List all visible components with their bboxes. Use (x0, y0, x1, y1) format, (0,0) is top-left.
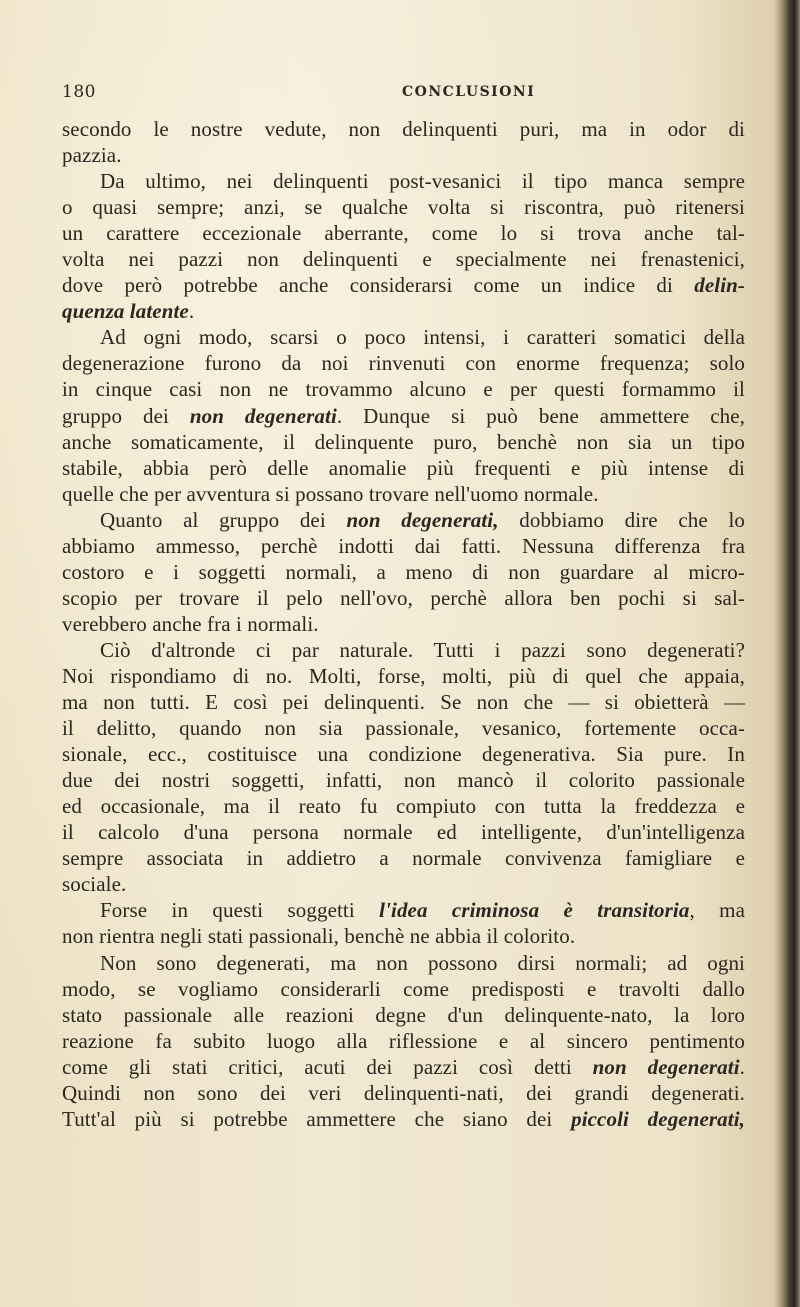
text-segment: in cinque casi non ne trovammo alcuno e per questi formammo il (62, 377, 745, 402)
text-line (62, 350, 745, 376)
text-line (62, 767, 745, 793)
text-segment: Forse in questi soggetti (100, 898, 380, 923)
text-line (62, 168, 745, 194)
italic-phrase: non degenerati (592, 1054, 740, 1079)
text-segment: . (739, 1054, 745, 1079)
text-line (62, 429, 745, 455)
text-segment: due dei nostri soggetti, infatti, non mancò il colorito passionale (62, 768, 745, 793)
text-segment: dobbiamo dire che lo (498, 507, 746, 532)
text-segment: pazzia. (62, 143, 122, 168)
text-segment: Quindi non sono dei veri delinquenti-nati, dei grandi degenerati. (62, 1080, 745, 1105)
text-line (62, 976, 745, 1002)
text-segment: sociale. (62, 872, 127, 897)
text-segment: volta nei pazzi non delinquenti e specialmente nei frenastenici, (62, 247, 745, 272)
text-line (62, 1028, 745, 1054)
text-line (62, 324, 745, 350)
text-segment: non rientra negli stati passionali, benchè ne abbia il colorito. (62, 924, 576, 949)
italic-phrase: non degenerati, (346, 507, 499, 532)
italic-phrase: quenza latente (62, 299, 189, 324)
text-segment: degenerazione furono da noi rinvenuti con enorme frequenza; solo (62, 351, 745, 376)
text-segment: Da ultimo, nei delinquenti post-vesanici il tipo manca sempre (100, 169, 745, 194)
page-binding-edge (774, 0, 800, 1307)
running-title: CONCLUSIONI (402, 84, 536, 100)
text-line (62, 1080, 745, 1106)
text-segment: quelle che per avventura si possano trovare nell'uomo normale. (62, 481, 599, 506)
text-line (62, 507, 745, 533)
italic-phrase: l'idea criminosa è transitoria (379, 898, 690, 923)
text-line (62, 298, 745, 324)
text-line (62, 637, 745, 663)
text-line (62, 220, 745, 246)
text-line (62, 376, 745, 402)
text-line (62, 897, 745, 923)
text-line (62, 1002, 745, 1028)
text-segment: costoro e i soggetti normali, a meno di non guardare al micro- (62, 559, 745, 584)
text-line (62, 741, 745, 767)
text-line (62, 871, 745, 897)
text-segment: secondo le nostre vedute, non delinquenti puri, ma in odor di (62, 117, 745, 141)
text-segment: Noi rispondiamo di no. Molti, forse, molti, più di quel che appaia, (62, 663, 745, 688)
text-segment: verebbero anche fra i normali. (62, 611, 319, 636)
text-line (62, 845, 745, 871)
text-segment: Ciò d'altronde ci par naturale. Tutti i pazzi sono degenerati? (100, 637, 745, 662)
text-line (62, 194, 745, 220)
text-line (62, 142, 745, 168)
text-line (62, 1106, 745, 1132)
text-segment: . Dunque si può bene ammettere che, (336, 403, 746, 428)
text-line (62, 715, 745, 741)
text-segment: come gli stati critici, acuti dei pazzi così detti (62, 1054, 593, 1079)
text-segment: anche somaticamente, il delinquente puro, benchè non sia un tipo (62, 429, 745, 454)
text-segment: , ma (689, 898, 745, 923)
text-line (62, 819, 745, 845)
text-line (62, 559, 745, 585)
text-segment: ma non tutti. E così pei delinquenti. Se non che — si obietterà — (62, 690, 745, 715)
text-segment: sionale, ecc., costituisce una condizione degenerativa. Sia pure. In (62, 742, 745, 767)
text-line (62, 689, 745, 715)
text-segment: stato passionale alle reazioni degne d'un delinquente-nato, la loro (62, 1002, 745, 1027)
text-segment: abbiamo ammesso, perchè indotti dai fatti. Nessuna differenza fra (62, 533, 745, 558)
text-line (62, 950, 745, 976)
text-line (62, 585, 745, 611)
text-segment: o quasi sempre; anzi, se qualche volta si riscontra, può ritenersi (62, 195, 745, 220)
text-segment: . (188, 299, 195, 324)
text-line (62, 663, 745, 689)
body-text (62, 116, 745, 1132)
italic-phrase: delin- (694, 273, 745, 298)
text-line (62, 923, 745, 949)
text-line (62, 116, 745, 142)
text-line (62, 793, 745, 819)
italic-phrase: piccoli degenerati, (571, 1106, 746, 1131)
text-line (62, 272, 745, 298)
text-line (62, 455, 745, 481)
running-head (62, 82, 742, 106)
text-line (62, 611, 745, 637)
text-line (62, 1054, 745, 1080)
text-segment: il calcolo d'una persona normale ed intelligente, d'un'intelligenza (62, 820, 745, 845)
text-segment: reazione fa subito luogo alla riflessione e al sincero pentimento (62, 1028, 745, 1053)
text-segment: Non sono degenerati, ma non possono dirsi normali; ad ogni (100, 950, 745, 975)
text-segment: dove però potrebbe anche considerarsi come un indice di (62, 273, 695, 298)
text-segment: Quanto al gruppo dei (100, 507, 347, 532)
text-line (62, 481, 745, 507)
italic-phrase: non degenerati (189, 403, 337, 428)
text-segment: stabile, abbia però delle anomalie più frequenti e più intense di (62, 455, 745, 480)
text-segment: Tutt'al più si potrebbe ammettere che siano dei (62, 1106, 572, 1131)
text-segment: gruppo dei (62, 403, 190, 428)
text-segment: sempre associata in addietro a normale convivenza famigliare e (62, 846, 745, 871)
text-segment: un carattere eccezionale aberrante, come lo si trova anche tal- (62, 221, 745, 246)
text-line (62, 403, 745, 429)
text-line (62, 533, 745, 559)
text-line (62, 246, 745, 272)
text-segment: ed occasionale, ma il reato fu compiuto con tutta la freddezza e (62, 794, 745, 819)
text-segment: modo, se vogliamo considerarli come predisposti e travolti dallo (62, 976, 745, 1001)
page-number: 180 (62, 82, 96, 102)
text-segment: Ad ogni modo, scarsi o poco intensi, i caratteri somatici della (100, 325, 745, 350)
text-segment: scopio per trovare il pelo nell'ovo, perchè allora ben pochi si sal- (62, 585, 745, 610)
text-segment: il delitto, quando non sia passionale, vesanico, fortemente occa- (62, 716, 745, 741)
